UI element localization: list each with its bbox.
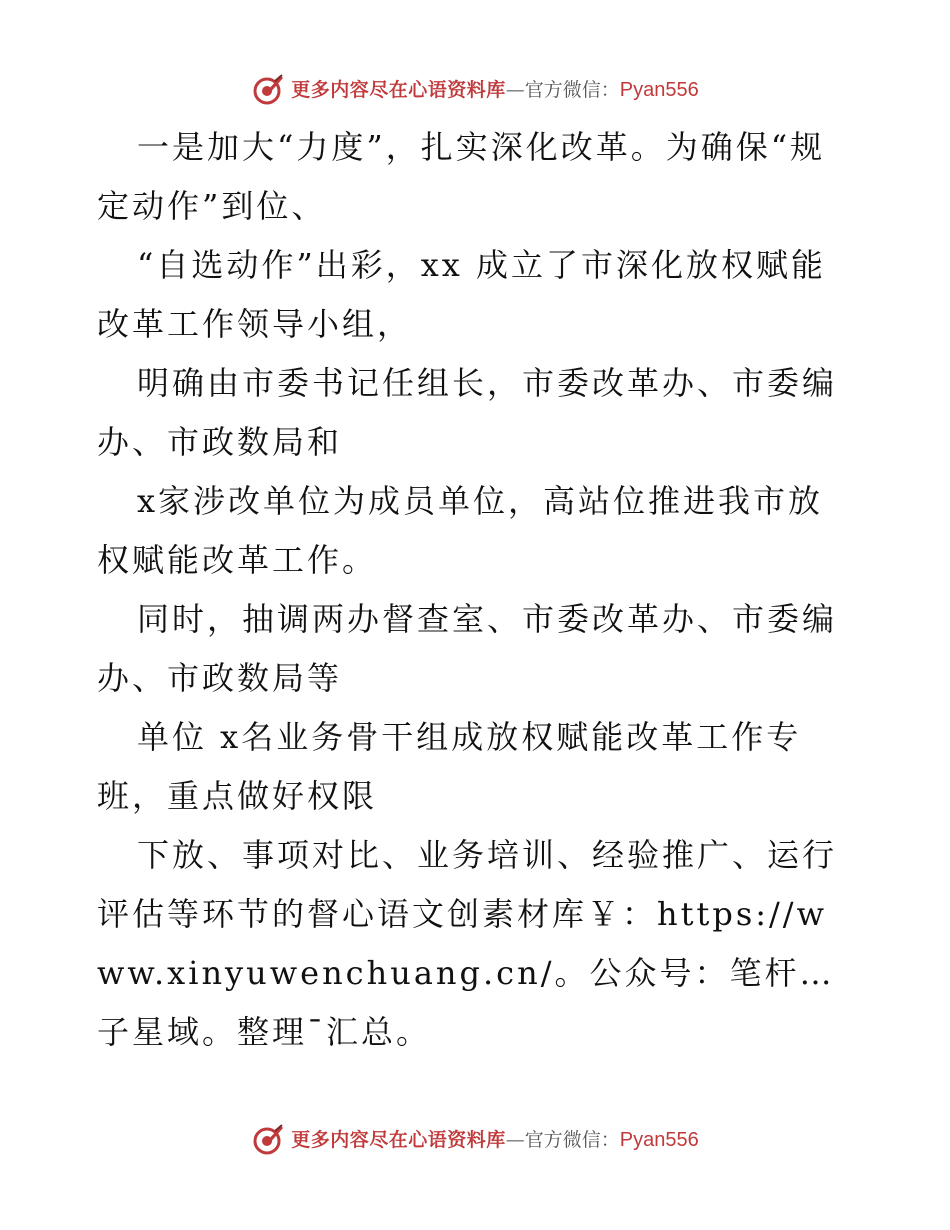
header-dash: —: [505, 78, 525, 101]
header-banner: [0, 70, 950, 110]
paragraph: 下放、事项对比、业务培训、经验推广、运行评估等环节的督心语文创素材库￥：https://www.xinyuwenchuang.cn/。公众号：笔杆…子星域。整理¯汇总。: [97, 836, 838, 1051]
paragraph: 明确由市委书记任组长，市委改革办、市委编办、市政数局和: [97, 364, 838, 461]
footer-banner: [0, 1120, 950, 1160]
footer-wechat-id: Pyan556: [619, 1129, 699, 1151]
paragraph: x家涉改单位为成员单位，高站位推进我市放权赋能改革工作。: [97, 482, 824, 579]
paragraph: 单位 x名业务骨干组成放权赋能改革工作专班，重点做好权限: [97, 718, 802, 815]
footer-wechat-label: 官方微信：: [524, 1128, 620, 1151]
footer-dash: —: [505, 1128, 525, 1151]
paragraph: “自选动作”出彩，xx 成立了市深化放权赋能改革工作领导小组，: [97, 246, 826, 343]
header-wechat-id: Pyan556: [619, 79, 699, 101]
quill-seal-icon: [251, 1123, 285, 1157]
paragraph: 一是加大“力度”，扎实深化改革。为确保“规定动作”到位、: [97, 128, 826, 225]
header-banner-text: [291, 80, 699, 100]
quill-seal-icon: [251, 73, 285, 107]
footer-banner-text: [291, 1130, 699, 1150]
header-brand: 更多内容尽在心语资料库: [291, 78, 506, 101]
header-wechat-label: 官方微信：: [524, 78, 620, 101]
document-body: [97, 118, 857, 1062]
paragraph: 同时，抽调两办督查室、市委改革办、市委编办、市政数局等: [97, 600, 838, 697]
footer-brand: 更多内容尽在心语资料库: [291, 1128, 506, 1151]
